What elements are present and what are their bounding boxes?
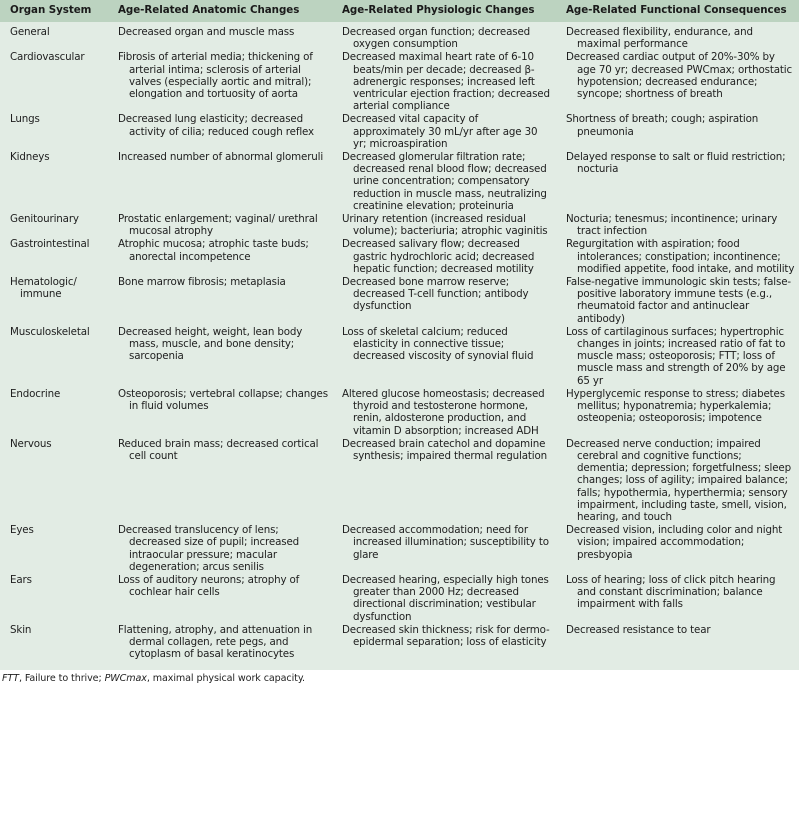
cell-functional-consequences: Decreased flexibility, endurance, and maximal performance [566,26,753,51]
cell-physiologic-changes: Decreased brain catechol and dopamine synthesis; impaired thermal regulation [342,437,547,462]
cell-functional-consequences: Regurgitation with aspiration; food intolerances; constipation; incontinence; modified appetite, food intake, and motility [566,238,795,275]
table-row [0,50,799,112]
cell-functional-consequences: Loss of cartilaginous surfaces; hypertrophic changes in joints; increased ratio of fat to muscle mass; osteoporosis; FTT; loss of muscle mass and strength of 20% by age 65 yr [566,325,786,387]
footnote-def-pwcmax: , maximal physical work capacity. [146,673,305,685]
cell-functional-consequences: Hyperglycemic response to stress; diabetes mellitus; hyponatremia; hyperkalemia; osteopenia; osteoporosis; impotence [566,387,785,425]
cell-organ-system [0,573,108,623]
table-row [0,573,799,623]
cell-physiologic-changes: Decreased accommodation; need for increased illumination; susceptibility to glare [342,524,549,561]
cell-organ-system [0,387,108,437]
footnote-abbr-pwcmax: PWCmax [104,673,147,685]
cell-physiologic-changes: Loss of skeletal calcium; reduced elasticity in connective tissue; decreased viscosity of synovial fluid [342,325,534,363]
cell-physiologic-changes: Decreased bone marrow reserve; decreased T-cell function; antibody dysfunction [342,276,529,313]
table-row [0,212,799,237]
cell-organ-system [0,212,108,237]
organ-system-label: Musculoskeletal [10,325,90,338]
cell-anatomic-changes: Decreased height, weight, lean body mass, muscle, and bone density; sarcopenia [118,325,303,363]
cell-organ-system [0,112,108,150]
organ-system-label: Endocrine [10,387,61,400]
cell-functional-consequences: Delayed response to salt or fluid restriction; nocturia [566,151,786,176]
organ-system-label: Eyes [10,524,34,537]
cell-functional-consequences: Decreased cardiac output of 20%-30% by age 70 yr; decreased PWCmax; orthostatic hypotension; decreased endurance; syncope; shortness of breath [566,51,793,101]
table-header-row [0,0,799,22]
cell-physiologic-changes: Decreased glomerular filtration rate; decreased renal blood flow; decreased urine concentration; compensatory reduction in muscle mass, neutralizing creatinine elevation; proteinuria [342,151,547,212]
cell-physiologic-changes: Decreased organ function; decreased oxygen consumption [342,26,531,51]
cell-physiologic-changes: Urinary retention (increased residual volume); bacteriuria; atrophic vaginitis [342,213,548,238]
cell-organ-system [0,523,108,573]
table-footnote [0,670,799,684]
cell-functional-consequences: Nocturia; tenesmus; incontinence; urinary tract infection [566,213,778,238]
cell-anatomic-changes: Bone marrow fibrosis; metaplasia [118,276,286,289]
organ-system-label: Lungs [10,113,40,126]
organ-system-label: Cardiovascular [10,51,85,64]
organ-system-label: General [10,26,50,38]
cell-functional-consequences: Shortness of breath; cough; aspiration pneumonia [566,113,759,138]
cell-anatomic-changes: Fibrosis of arterial media; thickening of arterial intima; sclerosis of arterial valves (especially aortic and mitral); elongation and tortuosity of aorta [118,51,313,101]
organ-system-label: Nervous [10,437,52,450]
table-row [0,623,799,671]
cell-anatomic-changes: Atrophic mucosa; atrophic taste buds; anorectal incompetence [118,238,309,263]
header-anatomic-changes: Age-Related Anatomic Changes [118,4,300,16]
cell-functional-consequences: Decreased resistance to tear [566,623,711,636]
cell-organ-system [0,275,108,325]
cell-anatomic-changes: Reduced brain mass; decreased cortical cell count [118,437,319,462]
footnote-abbr-ftt: FTT [2,673,19,685]
cell-physiologic-changes: Decreased hearing, especially high tones greater than 2000 Hz; decreased directional discrimination; vestibular dysfunction [342,573,549,623]
cell-physiologic-changes: Decreased skin thickness; risk for dermo-epidermal separation; loss of elasticity [342,623,550,648]
cell-anatomic-changes: Decreased organ and muscle mass [118,26,295,38]
footnote-def-ftt: , Failure to thrive; [18,673,105,685]
cell-physiologic-changes: Altered glucose homeostasis; decreased thyroid and testosterone hormone, renin, aldosterone production, and vitamin D absorption; increased ADH [342,387,545,437]
table-row [0,237,799,275]
table-row [0,22,799,50]
cell-organ-system [0,325,108,387]
table-row [0,387,799,437]
organ-system-label: Skin [10,623,32,636]
cell-organ-system [0,22,108,50]
cell-organ-system [0,437,108,523]
table-row [0,150,799,212]
cell-organ-system [0,237,108,275]
header-functional-consequences: Age-Related Functional Consequences [566,4,787,16]
cell-anatomic-changes: Loss of auditory neurons; atrophy of cochlear hair cells [118,573,300,599]
table-row [0,523,799,573]
cell-functional-consequences: Decreased nerve conduction; impaired cerebral and cognitive functions; dementia; depression; forgetfulness; sleep changes; loss of agility; impaired balance; falls; hypothermia, hyperthermia; sensory impairment, including taste, smell, vision, hearing, and touch [566,437,791,523]
cell-anatomic-changes: Flattening, atrophy, and attenuation in dermal collagen, rete pegs, and cytoplasm of basal keratinocytes [118,623,313,661]
cell-physiologic-changes: Decreased salivary flow; decreased gastric hydrochloric acid; decreased hepatic function; decreased motility [342,238,535,275]
cell-physiologic-changes: Decreased vital capacity of approximately 30 mL/yr after age 30 yr; microaspiration [342,113,538,150]
cell-anatomic-changes: Prostatic enlargement; vaginal/ urethral mucosal atrophy [118,213,318,238]
header-organ-system: Organ System [10,4,92,16]
table-row [0,112,799,150]
cell-functional-consequences: Loss of hearing; loss of click pitch hearing and constant discrimination; balance impairment with falls [566,573,776,611]
organ-system-label: Gastrointestinal [10,238,90,251]
cell-functional-consequences: False-negative immunologic skin tests; false-positive laboratory immune tests (e.g., rheumatoid factor and antinuclear antibody) [566,276,791,325]
header-physiologic-changes: Age-Related Physiologic Changes [342,4,535,16]
cell-anatomic-changes: Osteoporosis; vertebral collapse; changes in fluid volumes [118,387,328,413]
organ-system-label: Hematologic/ immune [10,276,77,301]
cell-functional-consequences: Decreased vision, including color and night vision; impaired accommodation; presbyopia [566,524,783,561]
table-row [0,325,799,387]
organ-system-label: Genitourinary [10,213,79,226]
cell-organ-system [0,623,108,671]
cell-anatomic-changes: Decreased lung elasticity; decreased activity of cilia; reduced cough reflex [118,113,314,138]
cell-physiologic-changes: Decreased maximal heart rate of 6-10 beats/min per decade; decreased β-adrenergic responses; increased left ventricular ejection fraction; decreased arterial compliance [342,51,550,113]
table-row [0,437,799,523]
cell-anatomic-changes: Decreased translucency of lens; decreased size of pupil; increased intraocular pressure; macular degeneration; arcus senilis [118,524,300,573]
table-body [0,22,799,670]
organ-system-label: Kidneys [10,151,50,164]
table-row [0,275,799,325]
cell-anatomic-changes: Increased number of abnormal glomeruli [118,151,324,164]
organ-system-label: Ears [10,573,32,586]
cell-organ-system [0,150,108,212]
cell-organ-system [0,50,108,112]
